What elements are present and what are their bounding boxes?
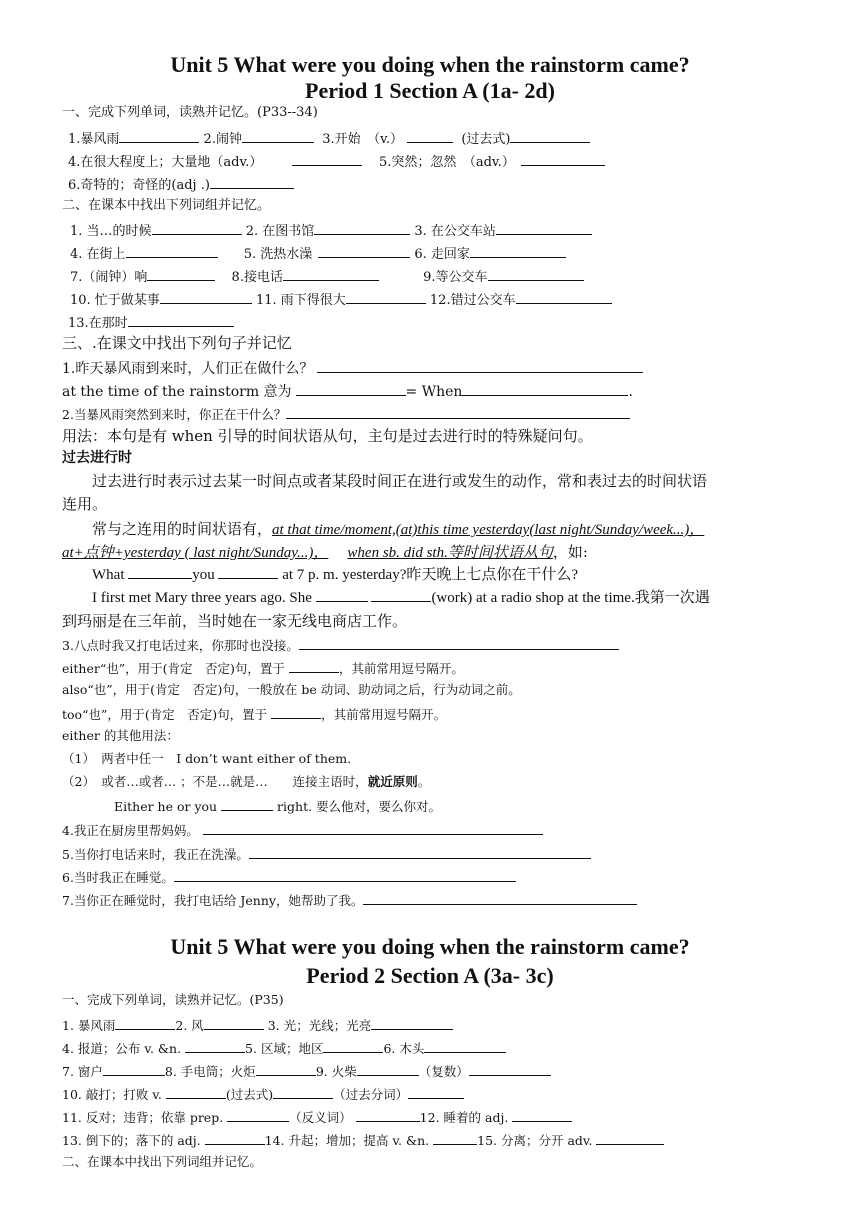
answer-blank[interactable] [128,312,234,327]
answer-blank[interactable] [242,128,314,143]
either-usage-heading: either 的其他用法： [62,728,179,743]
word2-row-6: 13. 倒下的；落下的 adj. 14. 升起；增加；提高 v. &n. 15. 分离；分开 adv. [62,1130,664,1150]
answer-blank[interactable] [292,151,362,166]
either-usage-2: （2） 或者…或者… ；不是…就是… 连接主语时，就近原则。 [62,774,431,789]
answer-blank[interactable] [356,1107,420,1122]
word-row-3: 6.奇特的；奇怪的(adj .) [68,174,294,195]
word2-row-5: 11. 反对；违背；依靠 prep. （反义词） 12. 睡着的 adj. [62,1107,572,1127]
unit-title-1: Unit 5 What were you doing when the rainstorm came? [170,52,690,77]
section-heading-sentences: 三、.在课文中找出下列句子并记忆 [62,334,292,352]
answer-blank[interactable] [185,1038,245,1053]
phrase-row-5: 13.在那时 [68,312,234,333]
also-note: also“也”，用于(肯定 否定)句，一般放在 be 动词、助动词之后，行为动词之前。 [62,682,521,697]
period-title-2: Period 2 Section A (3a- 3c) [306,963,554,988]
sentence-q1-meaning: at the time of the rainstorm 意为 = When . [62,381,633,401]
answer-blank[interactable] [371,1015,453,1030]
word2-row-3: 7. 窗户 8. 手电筒；火炬 9. 火柴 （复数） [62,1061,551,1081]
section-heading-words-2: 一、完成下列单词，读熟并记忆。(P35) [62,992,284,1007]
answer-blank[interactable] [371,587,431,602]
answer-blank[interactable] [407,128,453,143]
answer-blank[interactable] [596,1130,664,1145]
word2-row-2: 4. 报道；公布 v. &n. 5. 区域；地区 6. 木头 [62,1038,506,1058]
sentence-q2: 2.当暴风雨突然到来时，你正在干什么？ [62,404,630,424]
answer-blank[interactable] [323,1038,383,1053]
answer-blank[interactable] [496,220,592,235]
word-row-2: 4.在很大程度上；大量地（adv.） 5.突然；忽然 （adv.） [68,151,605,172]
sentence-q6: 6.当时我正在睡觉。 [62,867,516,887]
answer-blank[interactable] [314,220,410,235]
answer-blank[interactable] [283,266,379,281]
sentence-q4: 4.我正在厨房里帮妈妈。 [62,820,543,840]
phrase-row-2: 4. 在街上 5. 洗热水澡 6. 走回家 [70,243,566,264]
answer-blank[interactable] [510,128,590,143]
answer-blank[interactable] [249,844,591,859]
too-note: too“也”，用于(肯定 否定)句，置于 ，其前常用逗号隔开。 [62,704,446,724]
word-row-1: 1.暴风雨 2.闹钟 3.开始 （v.） (过去式) [68,128,590,149]
answer-blank[interactable] [119,128,199,143]
answer-blank[interactable] [363,890,637,905]
answer-blank[interactable] [160,289,252,304]
answer-blank[interactable] [357,1061,419,1076]
answer-blank[interactable] [210,174,294,189]
answer-blank[interactable] [512,1107,572,1122]
answer-blank[interactable] [469,1061,551,1076]
sentence-q3: 3.八点时我又打电话过来，你那时也没接。 [62,635,619,655]
grammar-para-1a: 过去进行时表示过去某一时间点或者某段时间正在进行或发生的动作，常和表过去的时间状语 [92,472,708,490]
answer-blank[interactable] [103,1061,165,1076]
unit-title-2: Unit 5 What were you doing when the rainstorm came? [170,934,690,959]
sentence-q5: 5.当你打电话来时，我正在洗澡。 [62,844,591,864]
phrase-row-4: 10. 忙于做某事 11. 雨下得很大 12.错过公交车 [70,289,612,310]
answer-blank[interactable] [126,243,218,258]
answer-blank[interactable] [433,1130,477,1145]
answer-blank[interactable] [346,289,426,304]
either-usage-1: （1） 两者中任一 I don’t want either of them. [62,751,352,766]
sentence-q1: 1.昨天暴风雨到来时，人们正在做什么？ [62,358,643,378]
phrase-row-3: 7.（闹钟）响 8.接电话 9.等公交车 [70,266,584,287]
grammar-para-2b: at+点钟+yesterday ( last night/Sunday...)， when sb. did sth.等时间状语从句，如: [62,543,588,561]
answer-blank[interactable] [317,358,643,373]
section-heading-phrases: 二、在课本中找出下列词组并记忆。 [62,198,271,213]
example-1: What you at 7 p. m. yesterday?昨天晚上七点你在干什么? [92,564,578,586]
answer-blank[interactable] [408,1084,464,1099]
example-2a: I first met Mary three years ago. She (work) at a radio shop at the time.我第一次遇 [92,587,710,609]
answer-blank[interactable] [174,867,516,882]
grammar-para-2a: 常与之连用的时间状语有，at that time/moment,(at)this time yesterday(last night/Sunday/week...)， [92,520,705,538]
answer-blank[interactable] [152,220,242,235]
answer-blank[interactable] [318,243,410,258]
answer-blank[interactable] [147,266,215,281]
either-note: either“也”，用于(肯定 否定)句，置于 ，其前常用逗号隔开。 [62,658,464,678]
answer-blank[interactable] [424,1038,506,1053]
answer-blank[interactable] [204,1015,264,1030]
word2-row-1: 1. 暴风雨 2. 风 3. 光；光线；光亮 [62,1015,453,1035]
grammar-para-1b: 连用。 [62,495,108,513]
phrase-row-1: 1. 当…的时候 2. 在图书馆 3. 在公交车站 [70,220,592,241]
answer-blank[interactable] [289,658,339,673]
answer-blank[interactable] [296,381,406,396]
answer-blank[interactable] [203,820,543,835]
answer-blank[interactable] [256,1061,316,1076]
answer-blank[interactable] [273,1084,333,1099]
example-2b: 到玛丽是在三年前，当时她在一家无线电商店工作。 [62,612,408,630]
answer-blank[interactable] [227,1107,289,1122]
section-heading-words: 一、完成下列单词，读熟并记忆。(P33--34) [62,105,318,120]
answer-blank[interactable] [115,1015,175,1030]
answer-blank[interactable] [299,635,619,650]
answer-blank[interactable] [462,381,628,396]
answer-blank[interactable] [205,1130,265,1145]
period-title-1: Period 1 Section A (1a- 2d) [305,78,555,103]
either-usage-example: Either he or you right. 要么他对，要么你对。 [114,796,441,816]
answer-blank[interactable] [271,704,321,719]
answer-blank[interactable] [470,243,566,258]
section-heading-phrases-2: 二、在课本中找出下列词组并记忆。 [62,1154,263,1169]
word2-row-4: 10. 敲打；打败 v. (过去式) （过去分词） [62,1084,464,1104]
answer-blank[interactable] [128,564,192,579]
grammar-heading: 过去进行时 [62,450,132,466]
answer-blank[interactable] [286,404,630,419]
answer-blank[interactable] [218,564,278,579]
sentence-q7: 7.当你正在睡觉时，我打电话给 Jenny，她帮助了我。 [62,890,637,910]
answer-blank[interactable] [521,151,605,166]
usage-note: 用法：本句是有 when 引导的时间状语从句，主句是过去进行时的特殊疑问句。 [62,427,593,445]
answer-blank[interactable] [516,289,612,304]
answer-blank[interactable] [166,1084,226,1099]
answer-blank[interactable] [488,266,584,281]
answer-blank[interactable] [316,587,368,602]
answer-blank[interactable] [221,796,273,811]
